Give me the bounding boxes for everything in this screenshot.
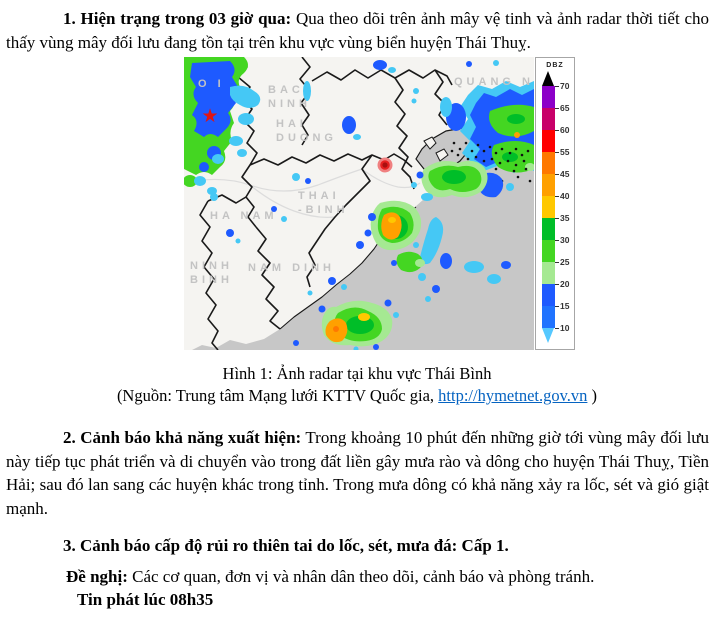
map-label-ninh-binh: NINH BINH (190, 260, 233, 286)
dbz-tick-label: 40 (560, 191, 570, 201)
radar-map-image (184, 57, 534, 350)
dbz-tick-label: 60 (560, 125, 570, 135)
dbz-tick-label: 15 (560, 301, 570, 311)
figure-source-prefix: (Nguồn: Trung tâm Mạng lưới KTTV Quốc gia, (116, 386, 439, 405)
radar-map (184, 57, 534, 350)
dbz-band-45-55 (542, 152, 555, 174)
figure-caption: Hình 1: Ảnh radar tại khu vực Thái Bình (222, 364, 492, 383)
dbz-band-20-25 (542, 262, 555, 284)
dbz-tick-label: 30 (560, 235, 570, 245)
dbz-tick-label: 70 (560, 81, 570, 91)
dbz-band-15-20 (542, 284, 555, 306)
map-label-nam-dinh: NAM DINH (248, 262, 335, 274)
map-label-hanoi-partial: O I (198, 78, 225, 90)
recommendation-heading: Đề nghị: (66, 566, 128, 586)
dbz-tick-label: 10 (560, 323, 570, 333)
dbz-scale-title: DBZ (546, 62, 564, 69)
map-label-ha-nam: HA NAM (210, 210, 278, 222)
dbz-underflow-arrow-icon (542, 328, 554, 343)
source-link[interactable]: http://hymetnet.gov.vn (438, 386, 588, 405)
dbz-scale (535, 57, 575, 350)
paragraph-2-heading: 2. Cảnh báo khả năng xuất hiện: (63, 428, 302, 447)
dbz-tick-label: 55 (560, 147, 570, 157)
dbz-band-55-60 (542, 130, 555, 152)
map-label-quang-ninh: QUANG N (454, 76, 534, 88)
dbz-band-30-35 (542, 218, 555, 240)
dbz-tick-label: 35 (560, 213, 570, 223)
dbz-overflow-arrow-icon (542, 71, 554, 86)
dbz-band-40-45 (542, 174, 555, 196)
dbz-band-65-70 (542, 86, 555, 108)
dbz-band-35-40 (542, 196, 555, 218)
paragraph-3-heading: 3. Cảnh báo cấp độ rủi ro thiên tai do lốc, sét, mưa đá: Cấp 1. (63, 536, 509, 555)
radar-site-marker-icon (378, 158, 393, 173)
dbz-tick-label: 45 (560, 169, 570, 179)
paragraph-1-body: Qua theo dõi trên ảnh mây vệ tinh và ảnh radar thời tiết cho thấy vùng mây đối lưu đang tồn tại trên khu vực vùng biển huyện Thái Thuỵ. (6, 9, 710, 52)
paragraph-3 (0, 534, 714, 558)
figure-source (0, 385, 714, 407)
issue-time-line (0, 588, 714, 612)
dbz-band-10-15 (542, 306, 555, 328)
paragraph-2 (0, 426, 714, 520)
paragraph-2-body: Trong khoảng 10 phút đến những giờ tới vùng mây đối lưu này tiếp tục phát triển và di chuyển vào trong đất liền gây mưa rào và dông cho huyện Thái Thuỵ, Tiền Hải; sau đó lan sang các huyện khác trong tỉnh. Trong mưa dông có khả năng xảy ra lốc, sét và gió giật mạnh. (6, 428, 710, 518)
map-label-hai-duong: HAI DUONG (276, 118, 337, 144)
radar-figure (184, 57, 575, 350)
radar-station-star-icon: ★ (201, 105, 219, 127)
paragraph-recommendation (0, 565, 714, 589)
dbz-tick-label: 65 (560, 103, 570, 113)
issue-time-text: Tin phát lúc 08h35 (77, 590, 214, 609)
dbz-tick-label: 25 (560, 257, 570, 267)
figure-source-suffix: ) (587, 386, 598, 405)
map-label-bac-ninh: BAC NINH (268, 84, 311, 110)
paragraph-1-heading: 1. Hiện trạng trong 03 giờ qua: (63, 9, 292, 28)
dbz-bands (542, 86, 555, 328)
dbz-band-25-30 (542, 240, 555, 262)
paragraph-1 (0, 7, 714, 54)
recommendation-body: Các cơ quan, đơn vị và nhân dân theo dõi, cảnh báo và phòng tránh. (127, 566, 595, 586)
dbz-band-60-65 (542, 108, 555, 130)
dbz-tick-label: 20 (560, 279, 570, 289)
map-label-thai-binh: THAI -BINH (298, 190, 349, 216)
